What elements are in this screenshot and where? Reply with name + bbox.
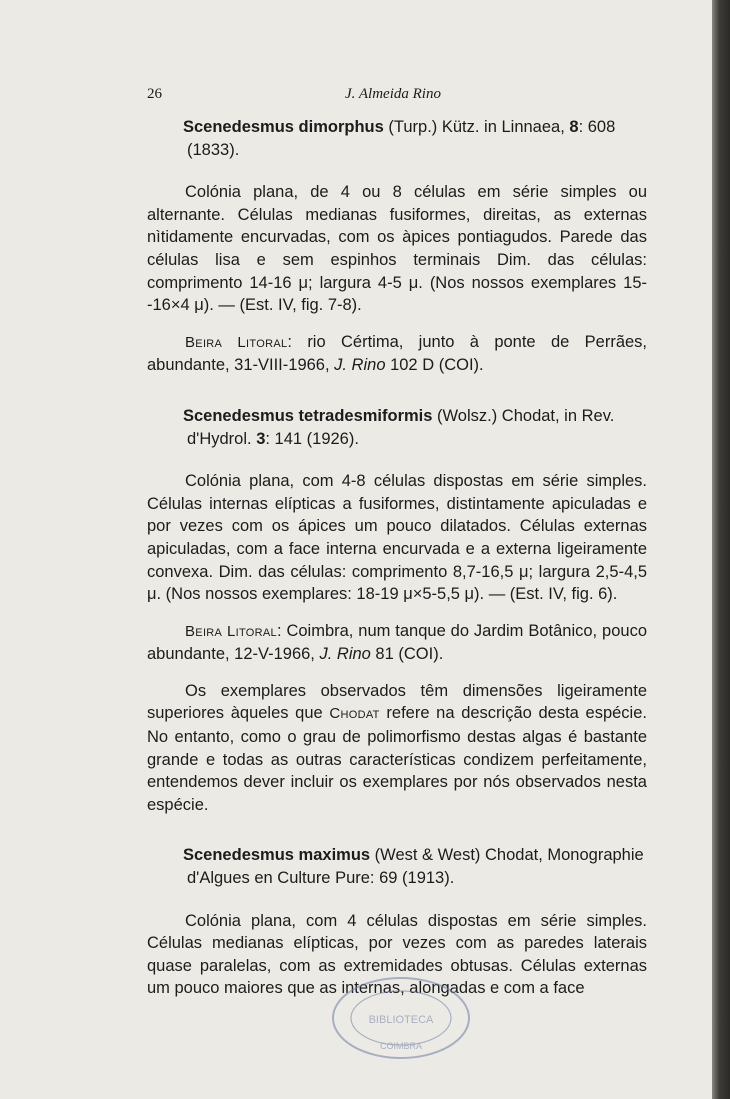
species-heading (147, 405, 647, 450)
locality-region: Beira Litoral (185, 622, 277, 640)
collector-name: J. Rino (334, 356, 386, 375)
page-number: 26 (147, 86, 162, 102)
volume-number: 3 (256, 429, 266, 448)
page-binding-edge (712, 0, 730, 1099)
locality-record (147, 331, 647, 377)
citation: (West & West) Chodat, Monographie d'Algues en Culture Pure: 69 (1913). (187, 846, 644, 888)
locality-region: Beira Litoral (185, 333, 288, 351)
remarks-text-continued: refere na descrição desta espécie. No entanto, como o grau de polimorfismo destas algas é bastante grande e todas as outras características condizem perfeitamente, entendemos dever incluir os exemplares por nós observados nesta espécie. (147, 704, 647, 814)
species-name: Scenedesmus maximus (183, 846, 371, 865)
citation: (Turp.) Kütz. in Linnaea, (383, 118, 570, 136)
author-name: Chodat (329, 705, 380, 723)
locality-text: : rio Cértima, junto à ponte de Perrães, abundante, 31-VIII-1966, (147, 332, 648, 375)
stamp-text-top: BIBLIOTECA (368, 1014, 434, 1026)
running-header (147, 86, 647, 108)
citation-pages: : 141 (1926). (265, 429, 359, 448)
page-body (147, 116, 647, 1000)
specimen-code: 81 (COI). (370, 645, 444, 664)
locality-text: : Coimbra, num tanque do Jardim Botânico, pouco abundante, 12-V-1966, (147, 621, 647, 664)
citation: (Wolsz.) Chodat, in Rev. d'Hydrol. (187, 406, 615, 448)
running-title: J. Almeida Rino (345, 86, 441, 102)
library-stamp-seal (330, 975, 472, 1061)
species-name: Scenedesmus dimorphus (183, 118, 384, 136)
stamp-text-bottom: COIMBRA (379, 1041, 423, 1051)
remarks-text: Os exemplares observados têm dimensões ligeiramente superiores àqueles que (147, 681, 647, 723)
species-description: Colónia plana, com 4-8 células dispostas em série simples. Células internas elípticas a fusiformes, distintamente apiculadas e por vezes com os ápices um pouco dilatados. Células externas apiculadas, com a face interna encurvada e a externa ligeiramente convexa. Dim. das células: comprimento 8,7-16,5 μ; largura 2,5-4,5 μ. (Nos nossos exemplares: 18-19 μ×5-5,5 μ). — (Est. IV, fig. 6). (147, 472, 647, 604)
species-name: Scenedesmus tetradesmiformis (183, 406, 433, 425)
species-heading (147, 116, 647, 161)
volume-number: 8 (569, 118, 579, 136)
citation-pages: : 608 (1833). (187, 118, 616, 159)
specimen-code: 102 D (COI). (385, 356, 484, 375)
remarks-paragraph (147, 680, 647, 817)
collector-name: J. Rino (319, 645, 371, 664)
species-description: Colónia plana, de 4 ou 8 células em série simples ou alternante. Células medianas fusiformes, direitas, as externas nìtidamente encurvadas, com os àpices pontiagudos. Parede das células lisa e sem espinhos terminais Dim. das células: comprimento 14-16 μ; largura 4-5 μ. (Nos nossos exemplares 15--16×4 μ). — (Est. IV, fig. 7-8). (147, 183, 647, 315)
species-heading (147, 844, 647, 889)
locality-record (147, 620, 647, 666)
species-description: Colónia plana, com 4 células dispostas em série simples. Células medianas elípticas, por vezes com as paredes laterais quase paralelas, com as extremidades obtusas. Células externas um pouco maiores que as internas, alongadas e com a face (147, 911, 647, 998)
